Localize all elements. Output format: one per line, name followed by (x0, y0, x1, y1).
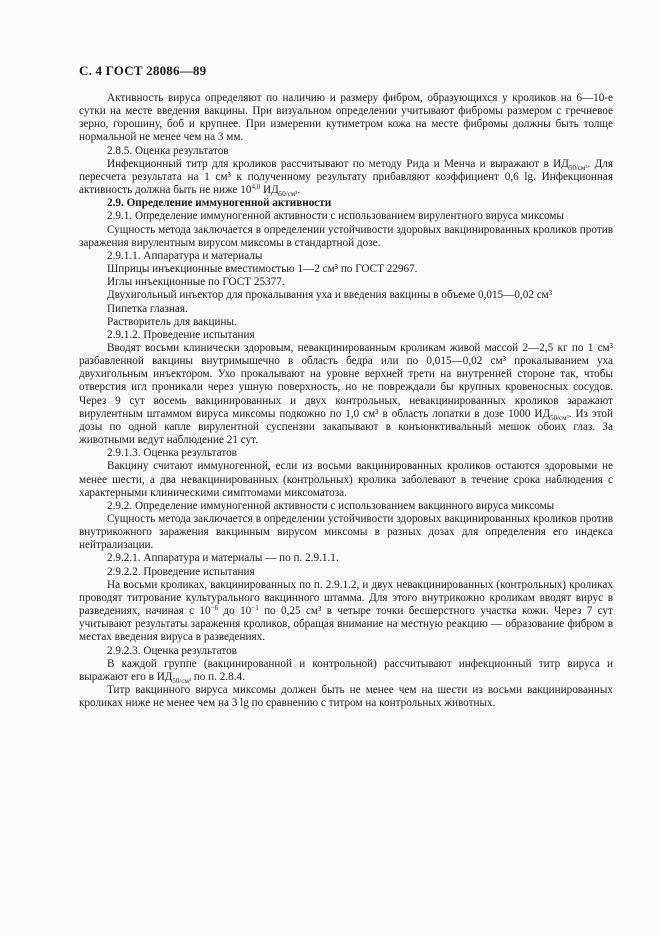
material-pipette: Пипетка глазная. (107, 302, 188, 315)
evaluation2-text-2: по п. 2.8.4. (191, 670, 245, 683)
paragraph-evaluation-2 (79, 658, 613, 684)
material-syringes: Шприцы инъекционные вместимостью 1—2 см³ по ГОСТ 22967. (107, 263, 418, 276)
material-needles: Иглы инъекционные по ГОСТ 25377. (107, 276, 285, 289)
paragraph-method-essence-2: Сущность метода заключается в определении устойчивости здоровых вакцинированных кроликов против внутрикожного заражения вакцинным вирусом миксомы в разных дозах для определения его индекса нейтрализации. (79, 513, 613, 552)
heading-2-9-2-2: 2.9.2.2. Проведение испытания (107, 565, 255, 578)
titer-sub-2: 50/см³ (278, 190, 298, 199)
titer-sub-1: 50/см³ (568, 163, 588, 172)
paragraph-activity: Активность вируса определяют по наличию и размеру фибром, образующихся у кроликов на 6—10-е сутки на месте введения вакцины. При визуальном определении учитывают фибромы размером с гречневое зерно, горошину, боб и крупнее. При измерении кутиметром кожа на месте фибромы должны быть толще нормальной не менее чем на 3 мм. (79, 92, 613, 144)
paragraph-evaluation-1: Вакцину считают иммуногенной, если из восьми вакцинированных кроликов остаются здоровыми не менее шести, а два невакцинированных (контрольных) кролика заболевают в течение срока наблюдения с характерными клиническими симптомами миксоматоза. (79, 460, 613, 499)
page-header: С. 4 ГОСТ 28086—89 (79, 63, 207, 78)
heading-2-9-1-3: 2.9.1.3. Оценка результатов (107, 447, 237, 460)
procedure-text-1: Вводят восьми клинически здоровым, невакцинированным кроликам живой массой 2—2,5 кг по 1 см³ разбавленной вакцины внутримышечно в область бедра или по 0,015—0,02 см³ прокалыванием уха двухигольным инъектором. Ухо прокалывают на уровне верхней трети на внутренней стороне так, чтобы отверстия игл проникали через ушную поверхность, но не повреждали бы крупных кровеносных сосудов. Через 9 сут восемь вакцинированных и двух контрольных, невакцинированных кроликов заражают вирулентным штаммом вируса миксомы подкожно по 1,0 см³ в область лопатки в дозе 1000 ИД (79, 341, 613, 420)
evaluation2-text-1: В каждой группе (вакцинированной и контрольной) рассчитывают инфекционный титр вируса и выражают его в ИД (79, 657, 613, 683)
heading-2-8-5: 2.8.5. Оценка результатов (107, 144, 229, 157)
heading-2-9-2-3: 2.9.2.3. Оценка результатов (107, 644, 237, 657)
heading-2-9-2: 2.9.2. Определение иммуногенной активности с использованием вакцинного вируса миксомы (107, 499, 555, 512)
procedure2-text-1: На восьми кроликах, вакцинированных по п. 2.9.1.2, и двух невакцинированных (контрольных) кроликах проводят титрование культурального вакцинного штамма. Для этого внутрикожно кроликам вводят вирус в разведениях, начиная с 10 (79, 578, 613, 618)
heading-2-9-1: 2.9.1. Определение иммуногенной активности с использованием вирулентного вируса миксомы (107, 210, 564, 223)
titer-text-3: ИД (260, 184, 279, 197)
heading-2-9-1-1: 2.9.1.1. Аппаратура и материалы (107, 249, 263, 262)
titer-text-4: . (297, 184, 301, 197)
procedure2-text-3: по 0,25 см³ в четыре точки бесшерстного участка кожи. Через 7 сут учитывают результаты заражения кроликов, обращая внимание на местную реакцию — образование фибром в местах введения вируса в разведениях. (79, 605, 613, 644)
procedure-text-2: . Из этой дозы по одной капле вирулентной суспензии закапывают в конъюнктивальный мешок обоих глаз. За животными ведут наблюдение 21 сут. (79, 407, 613, 447)
material-solvent: Растворитель для вакцины. (107, 315, 237, 328)
paragraph-procedure-2 (79, 579, 613, 645)
procedure2-text-2: до 10 (218, 605, 252, 618)
procedure-sub: 50/см³ (550, 413, 569, 422)
procedure2-sup-2: −1 (251, 604, 259, 613)
paragraph-method-essence-1: Сущность метода заключается в определении устойчивости здоровых вакцинированных кроликов против заражения вирулентным вирусом миксомы в стандартной дозе. (79, 223, 613, 249)
titer-text-1: Инфекционный титр для кроликов рассчитывают по методу Рида и Менча и выражают в ИД (107, 157, 569, 170)
heading-2-9-1-2: 2.9.1.2. Проведение испытания (107, 328, 255, 341)
procedure2-sup-1: −6 (210, 604, 219, 613)
paragraph-conclusion: Титр вакцинного вируса миксомы должен быть не менее чем на шести из восьми вакцинированных кроликах ниже не менее чем на 3 lg по сравнению с титром на контрольных животных. (79, 684, 613, 710)
evaluation2-sub: 50/см³ (172, 676, 191, 685)
material-injector: Двухигольный инъектор для прокалывания уха и введения вакцины в объеме 0,015—0,02 см³ (107, 289, 553, 302)
heading-2-9-2-1: 2.9.2.1. Аппаратура и материалы — по п. 2.9.1.1. (107, 552, 339, 565)
heading-2-9: 2.9. Определение иммуногенной активности (107, 197, 332, 210)
titer-text-2: . Для пересчета результата на 1 см³ к полученному результату прибавляют коэффициент 0,6 lg. Инфекционная активность должна быть не ниже 10 (79, 157, 613, 197)
document-body (79, 92, 613, 710)
titer-sup: 4,0 (251, 183, 261, 192)
paragraph-titer (79, 158, 613, 197)
paragraph-procedure-1 (79, 342, 613, 447)
